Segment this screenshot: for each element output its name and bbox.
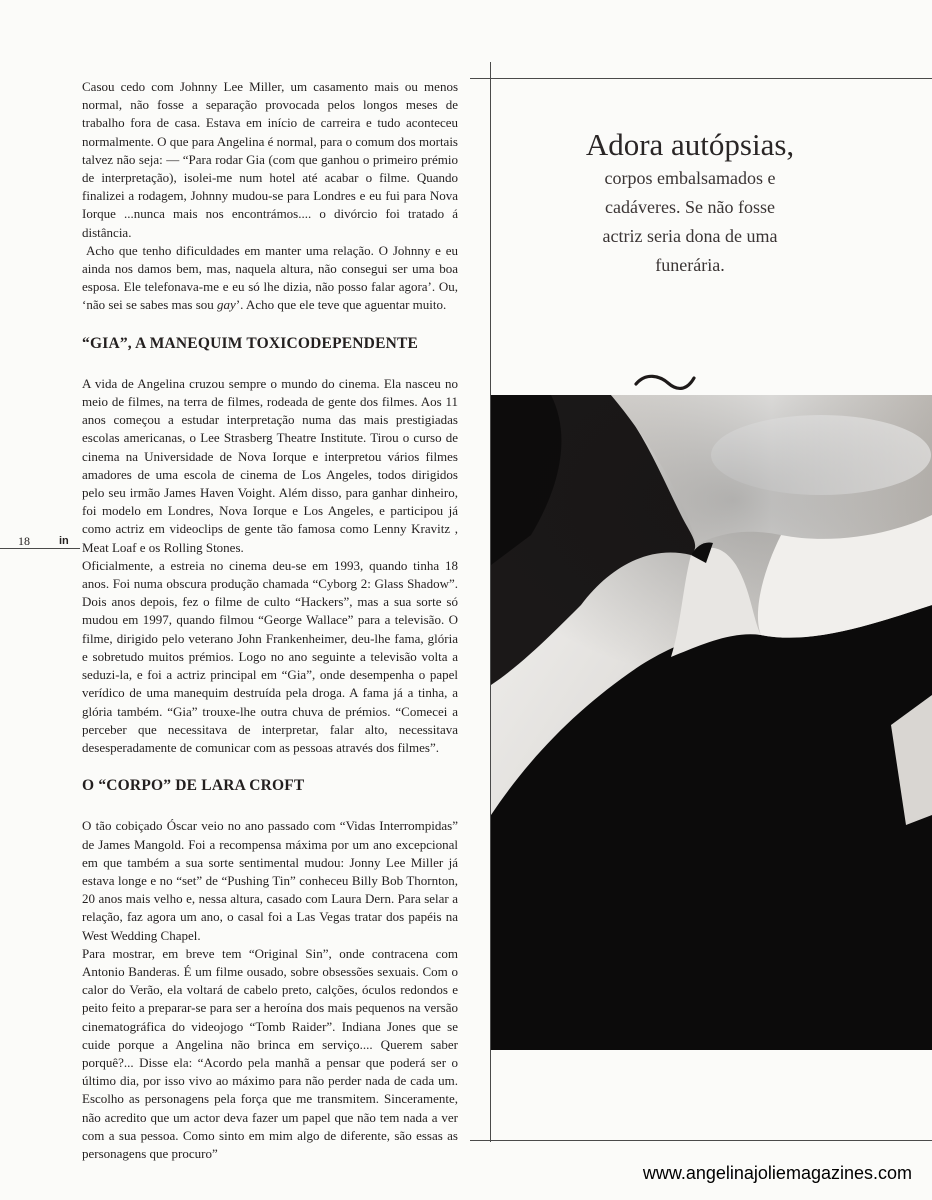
- paragraph-marriage: Casou cedo com Johnny Lee Miller, um casamento mais ou menos normal, não fosse a separação provocada pelos longos meses de trabalho fora de casa. Estava em início de carreira e tudo aconteceu normalmente. O que para Angelina é normal, para o comum dos mortais talvez não seja: — “Para rodar Gia (com que ganhou o primeiro prémio de interpretação), isolei-me num hotel até acabar o filme. Quando finalizei a rodagem, Johnny mudou-se para Londres e eu fui para Nova Iorque ...nunca mais nos encontrámos.... o divórcio foi tratado á distância.: [82, 79, 458, 240]
- website-url: www.angelinajoliemagazines.com: [642, 1163, 912, 1183]
- magazine-mark: in: [59, 535, 69, 547]
- paragraph-oscar: O tão cobiçado Óscar veio no ano passado com “Vidas Interrompidas” de James Mangold. Foi a recompensa máxima por um ano excepcional em que também a sua sorte sentimental mudou: Jonny Lee Miller já estava longe e no “set” de “Pushing Tin” conheceu Billy Bob Thornton, 20 anos mais velho e, nessa altura, casado com Laura Dern. Para selar a relação, faz agora um ano, o casal foi a Las Vegas tratar dos papéis na West Wedding Chapel.: [82, 818, 458, 943]
- pull-quote-line-5: funerária.: [655, 255, 725, 275]
- top-rule: [470, 78, 932, 79]
- pull-quote-line-1: Adora autópsias,: [585, 127, 795, 162]
- paragraph-relationship: [82, 242, 458, 315]
- paragraph-early-life: A vida de Angelina cruzou sempre o mundo do cinema. Ela nasceu no meio de filmes, na terra de filmes, rodeada de gente dos filmes. Aos 11 anos começou a estudar interpretação numa das mais prestigiadas escolas americanas, o Lee Strasberg Theatre Institute. Tirou o curso de cinema na Universidade de Nova Iorque e interpretou vários filmes amadores de uma escola de cinema de Los Angeles, todos dirigidos pelo seu irmão James Haven Voight. Além disso, para ganhar dinheiro, foi modelo em Londres, Nova Iorque e Los Angeles, e participou já como actriz em videoclips de gente tão famosa como Lenny Kravitz , Meat Loaf e os Rolling Stones.: [82, 375, 458, 555]
- folio: [0, 533, 80, 549]
- italic-word: gay: [217, 297, 236, 313]
- section-heading-gia: “GIA”, A MANEQUIM TOXICODEPENDENTE: [82, 334, 419, 352]
- section-heading-lara-croft: O “CORPO” DE LARA CROFT: [82, 777, 305, 795]
- pull-quote-line-2: corpos embalsamados e: [604, 168, 776, 188]
- page-number: 18: [18, 534, 30, 548]
- photo-black-white: [491, 395, 932, 1065]
- pull-quote-line-3: cadáveres. Se não fosse: [605, 197, 775, 217]
- pull-quote-line-4: actriz seria dona de uma: [602, 226, 778, 246]
- pull-quote: [500, 126, 880, 280]
- paragraph-film-debut: Oficialmente, a estreia no cinema deu-se em 1993, quando tinha 18 anos. Foi numa obscura produção chamada “Cyborg 2: Glass Shadow”. Dois anos depois, fez o filme de culto “Hackers”, mas a sua sorte só mudou em 1997, quando filmou “George Wallace” para a televisão. O filme, dirigido pelo veterano John Frankenheimer, deu-lhe fama, glória e sobretudo muitos prémios. Logo no ano seguinte a televisão volta a seduzi-la, e foi a actriz principal em “Gia”, onde desempenha o papel verídico de uma manequim destruída pela droga. A fama já a tinha, a glória também. “Gia” trouxe-lhe outra chuva de prémios. “Comecei a perceber que necessitava de interpretar, falar alto, necessitava desesperadamente de comunicar com as pessoas através dos filmes”.: [82, 557, 458, 755]
- paragraph-relationship-text: Acho que tenho dificuldades em manter uma relação. O Johnny e eu ainda nos damos bem, mas, naquela altura, não consegui ser uma boa esposa. Ele telefonava-me e eu só lhe dizia, não posso falar agora’. Ou, ‘não sei se sabes mas sou: [82, 242, 458, 313]
- article-column: [82, 78, 458, 1163]
- paragraph-relationship-end: ’. Acho que ele teve que aguentar muito.: [235, 297, 447, 313]
- bottom-rule: [470, 1140, 932, 1141]
- paragraph-original-sin: Para mostrar, em breve tem “Original Sin”, onde contracena com Antonio Banderas. É um filme ousado, sobre obsessões sexuais. Com o calor do Verão, ela voltará de cabelo preto, calções, óculos redondos e peito feito a preparar-se para ser a heroína dos mais pequenos na versão cinematográfica do videojogo “Tomb Raider”. Indiana Jones que se cuide porque a Angelina não brinca em serviço.... Querem saber porquê?... Disse ela: “Acordo pela manhã a pensar que poderá ser o último dia, por isso vivo ao máximo para não perder nada de cada um. Escolho as personagens pela força que me transmitem. Sinceramente, não acredito que um actor deva fazer um papel que não tem nada a ver com a sua pessoa. Como sinto em mim algo de diferente, são essas as personagens que procuro”: [82, 945, 458, 1161]
